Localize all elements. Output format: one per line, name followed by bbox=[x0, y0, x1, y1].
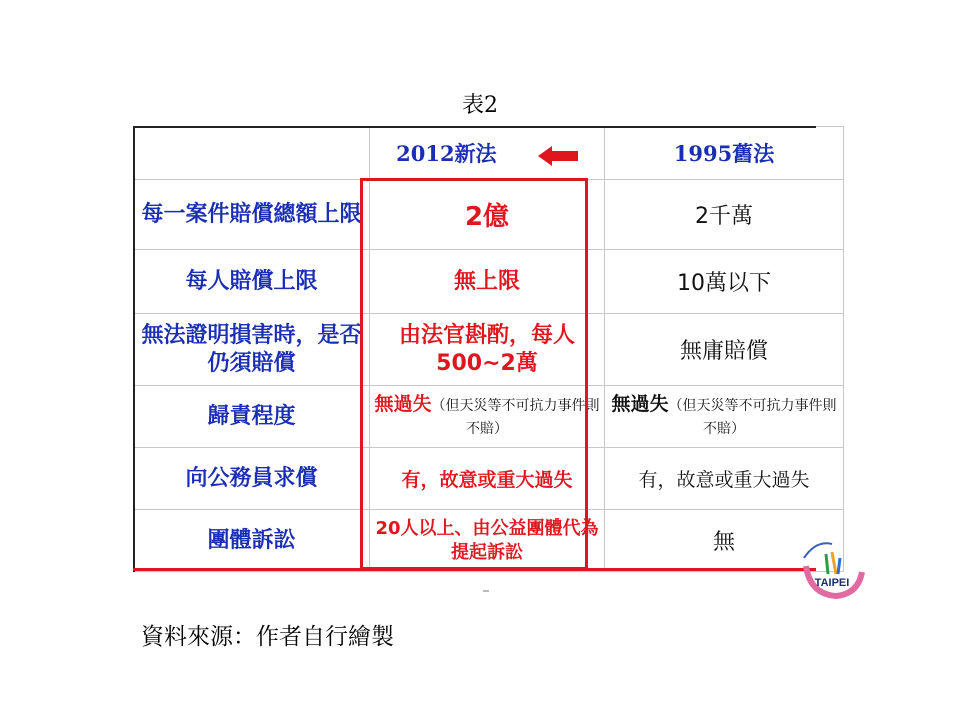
new-law-value: 有，故意或重大過失 bbox=[370, 448, 605, 510]
row-label: 歸責程度 bbox=[134, 386, 370, 448]
source-note: 資料來源：作者自行繪製 bbox=[141, 624, 394, 650]
header-cell-new-law bbox=[370, 127, 605, 180]
table-row bbox=[134, 314, 844, 386]
taipei-city-logo bbox=[796, 528, 868, 600]
table-row bbox=[134, 250, 844, 314]
old-law-value: 無庸賠償 bbox=[605, 314, 844, 386]
row-label: 無法證明損害時，是否仍須賠償 bbox=[134, 314, 370, 386]
old-law-value bbox=[605, 386, 844, 448]
divider-mark bbox=[483, 590, 489, 592]
table-row bbox=[134, 448, 844, 510]
new-law-note: （但天災等不可抗力事件則不賠） bbox=[431, 398, 600, 437]
table-bottom-red-line bbox=[133, 568, 816, 571]
new-law-value: 無上限 bbox=[370, 250, 605, 314]
table-row bbox=[134, 386, 844, 448]
comparison-table-wrap bbox=[133, 126, 837, 572]
table-header-row bbox=[134, 127, 844, 180]
table-caption: 表2 bbox=[462, 93, 498, 118]
new-law-value bbox=[370, 386, 605, 448]
new-law-value: 20人以上、由公益團體代為提起訴訟 bbox=[370, 510, 605, 572]
row-label: 每人賠償上限 bbox=[134, 250, 370, 314]
old-law-value: 10萬以下 bbox=[605, 250, 844, 314]
row-label: 團體訴訟 bbox=[134, 510, 370, 572]
row-label: 向公務員求償 bbox=[134, 448, 370, 510]
old-law-note: （但天災等不可抗力事件則不賠） bbox=[668, 398, 837, 437]
comparison-table bbox=[133, 126, 844, 572]
row-label: 每一案件賠償總額上限 bbox=[134, 180, 370, 250]
header-cell-empty bbox=[134, 127, 370, 180]
header-cell-old-law: 1995舊法 bbox=[605, 127, 844, 180]
left-arrow-icon bbox=[538, 146, 578, 166]
new-law-main: 無過失 bbox=[374, 393, 432, 415]
new-law-value: 2億 bbox=[370, 180, 605, 250]
old-law-value: 2千萬 bbox=[605, 180, 844, 250]
old-law-value: 有，故意或重大過失 bbox=[605, 448, 844, 510]
old-law-value: 無 bbox=[605, 510, 844, 572]
table-row bbox=[134, 180, 844, 250]
table-row bbox=[134, 510, 844, 572]
logo-text: TAIPEI bbox=[814, 577, 850, 589]
new-law-value: 由法官斟酌，每人500~2萬 bbox=[370, 314, 605, 386]
old-law-main: 無過失 bbox=[611, 393, 669, 415]
header-new-law-label: 2012新法 bbox=[396, 141, 497, 166]
